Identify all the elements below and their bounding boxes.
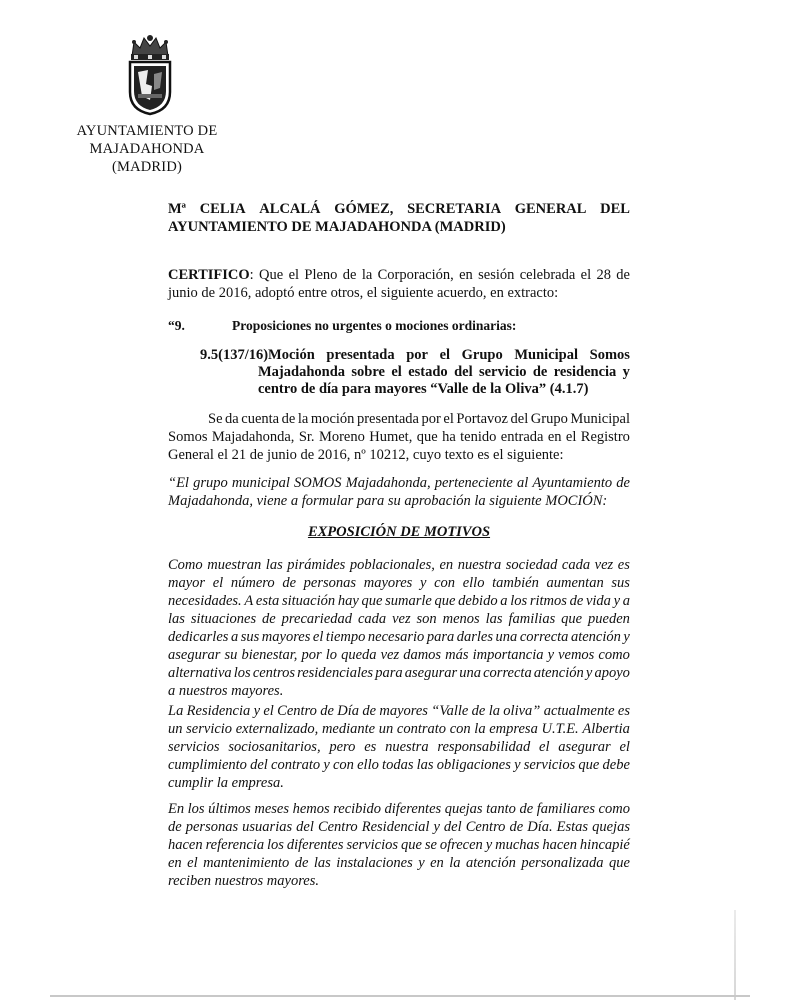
agenda-item-heading xyxy=(168,317,630,335)
paragraph-word: y xyxy=(253,703,261,719)
quote-word: Ayuntamiento xyxy=(532,475,613,491)
signer-line-2: AYUNTAMIENTO DE MAJADAHONDA (MADRID) xyxy=(168,219,506,235)
paragraph-word: ello xyxy=(462,575,485,591)
paragraph-word: mantenimiento xyxy=(203,855,290,871)
paragraph-word: ofrecen xyxy=(439,837,483,853)
paragraph-word: servicios xyxy=(168,739,220,755)
paragraph-word: residenciales xyxy=(297,665,374,681)
paragraph-line xyxy=(168,702,630,720)
paragraph-word: personalizada xyxy=(521,855,604,871)
paragraph-line xyxy=(168,610,630,628)
paragraph-word: atención xyxy=(570,629,621,645)
paragraph-word: los xyxy=(267,837,284,853)
paragraph-word: cada xyxy=(357,611,387,627)
paragraph-word: todas xyxy=(382,757,414,773)
paragraph-word: últimos xyxy=(208,801,251,817)
paragraph-word: situaciones xyxy=(190,611,257,627)
paragraph-word: empresa xyxy=(489,721,538,737)
intro-word: Majadahonda, xyxy=(211,429,295,445)
paragraph-word: tiempo xyxy=(325,629,366,645)
paragraph-word: con xyxy=(449,721,471,737)
intro-line-1 xyxy=(168,410,630,428)
paragraph-word: importancia xyxy=(472,647,544,663)
paragraph-word: de xyxy=(569,593,584,609)
organization-name xyxy=(68,122,226,176)
paragraph-word: quejas xyxy=(444,801,483,817)
paragraph-word: bienestar, xyxy=(241,647,298,663)
paragraph-word: “Valle xyxy=(431,703,469,719)
paragraph-word: es xyxy=(617,703,630,719)
intro-word: el xyxy=(565,429,577,445)
paragraph-word: atención xyxy=(533,665,584,681)
intro-word: que xyxy=(416,429,438,445)
agenda-item-title: Proposiciones no urgentes o mociones ordinarias: xyxy=(232,318,517,333)
paragraph-word: los xyxy=(233,665,251,681)
paragraph-word: queda xyxy=(341,647,377,663)
paragraph-word: hemos xyxy=(292,801,330,817)
paragraph-word: meses xyxy=(254,801,290,817)
paragraph-word: damos xyxy=(403,647,442,663)
motion-word: residencia xyxy=(553,364,617,380)
paragraph-word: A xyxy=(244,593,254,609)
paragraph-word: recibido xyxy=(333,801,381,817)
paragraph-word: del xyxy=(296,819,314,835)
motion-title-line-3: centro de día para mayores “Valle de la Oliva” (4.1.7) xyxy=(258,381,589,397)
paragraph-word: su xyxy=(224,647,238,663)
paragraph-word: aumentan xyxy=(546,575,604,591)
quote-word: SOMOS xyxy=(293,475,342,491)
paragraph-word: En xyxy=(168,801,185,817)
motion-word: presentada xyxy=(326,347,395,363)
paragraph-word: la xyxy=(449,855,461,871)
paragraph-word: para xyxy=(426,629,455,645)
paragraph-word: apoyo xyxy=(594,665,630,681)
motion-word: Municipal xyxy=(514,347,579,363)
intro-word: entrada xyxy=(500,429,544,445)
paragraph-word: nuestra xyxy=(385,739,429,755)
intro-word: Portavoz xyxy=(456,411,508,427)
paragraph-word: hay xyxy=(337,593,359,609)
paragraph-word: el xyxy=(539,739,550,755)
paragraph-line: a nuestros mayores. xyxy=(168,683,284,699)
paragraph-word: y xyxy=(418,855,425,871)
motion-word: el xyxy=(391,364,402,380)
paragraph-word: mayor xyxy=(168,575,206,591)
paragraph-word: servicio xyxy=(186,721,233,737)
paragraph-word: necesidades. xyxy=(168,593,242,609)
paragraph-word: vez xyxy=(594,557,614,573)
paragraph-word: y xyxy=(485,837,493,853)
paragraph-word: debido xyxy=(458,593,498,609)
org-line-3: (MADRID) xyxy=(111,159,183,175)
paragraph-line: reciben nuestros mayores. xyxy=(168,873,320,889)
paragraph-word: pirámides xyxy=(287,557,346,573)
motion-quote-intro xyxy=(168,474,630,510)
signer-word: CELIA xyxy=(199,201,246,217)
paragraph-word: contrato xyxy=(396,721,447,737)
intro-word: por xyxy=(421,411,441,427)
paragraph-word: menos xyxy=(442,611,480,627)
paragraph-line xyxy=(168,818,630,836)
paragraph-word: familiares xyxy=(536,801,595,817)
paragraph-word: precariedad xyxy=(281,611,353,627)
intro-word: ha xyxy=(442,429,456,445)
paragraph-word: darles xyxy=(456,629,494,645)
paragraph-word: referencia xyxy=(205,837,265,853)
paragraph-word: también xyxy=(492,575,539,591)
agenda-item-number: “9. xyxy=(168,318,185,333)
paragraph-word: que xyxy=(561,611,583,627)
paragraph-word: mayores xyxy=(363,575,413,591)
paragraph-word: vemos xyxy=(558,647,595,663)
intro-line-3: General el 21 de junio de 2016, nº 10212, cuyo texto es el siguiente: xyxy=(168,447,564,463)
paragraph-word: hacen xyxy=(168,837,203,853)
paragraph-word: las xyxy=(168,611,185,627)
paragraph-line xyxy=(168,854,630,872)
paragraph-word: del xyxy=(443,819,462,835)
paragraph-word: situación xyxy=(281,593,336,609)
intro-word: el xyxy=(443,411,454,427)
paragraph-line xyxy=(168,646,630,664)
motion-word: sobre xyxy=(351,364,385,380)
paragraph-word: de xyxy=(262,611,276,627)
paragraph-line xyxy=(168,592,630,610)
paragraph-word: el xyxy=(187,855,198,871)
certifico-label: CERTIFICO xyxy=(168,267,250,283)
quote-word: perteneciente xyxy=(434,475,513,491)
paragraph-word: Centro xyxy=(277,703,317,719)
paragraph-word: centros xyxy=(252,665,295,681)
paragraph-word: el xyxy=(212,575,224,591)
paragraph-word: las xyxy=(416,757,434,773)
signer-word: Mª xyxy=(168,201,187,217)
paragraph-word: cada xyxy=(561,557,591,573)
paragraph-3 xyxy=(168,800,630,890)
paragraph-word: vez xyxy=(380,647,400,663)
paragraph-word: alternativa xyxy=(168,665,232,681)
scan-edge-mark xyxy=(734,910,736,1000)
paragraph-word: y xyxy=(514,757,521,773)
paragraph-word: usuarias xyxy=(242,819,293,835)
org-line-2: MAJADAHONDA xyxy=(89,141,205,157)
paragraph-word: U.T.E. xyxy=(541,721,579,737)
signer-heading xyxy=(168,200,630,236)
paragraph-word: una xyxy=(459,665,481,681)
paragraph-word: las xyxy=(265,557,283,573)
intro-word: Se xyxy=(208,411,223,427)
paragraph-word: servicios xyxy=(523,757,576,773)
quote-word: municipal xyxy=(231,475,290,491)
paragraph-line xyxy=(168,556,630,574)
paragraph-word: y xyxy=(547,647,555,663)
paragraph-word: es xyxy=(364,739,377,755)
intro-word: en xyxy=(547,429,562,445)
intro-word: Registro xyxy=(580,429,630,445)
paragraph-word: la xyxy=(474,721,486,737)
motion-word: Majadahonda xyxy=(258,364,346,380)
paragraph-line xyxy=(168,574,630,592)
motion-word: el xyxy=(439,347,451,363)
intro-line-2 xyxy=(168,428,630,446)
paragraph-word: como xyxy=(598,801,630,817)
paragraph-word: los xyxy=(187,801,205,817)
paragraph-word: sociosanitarios, xyxy=(228,739,321,755)
paragraph-word: en xyxy=(168,855,182,871)
intro-paragraph xyxy=(168,410,630,464)
paragraph-word: con xyxy=(332,757,354,773)
motion-title-line-1 xyxy=(200,347,630,364)
paragraph-word: sus xyxy=(240,629,260,645)
paragraph-word: lo xyxy=(325,647,338,663)
intro-word: Moreno xyxy=(318,429,365,445)
paragraph-word: que xyxy=(361,593,383,609)
paragraph-line xyxy=(168,756,630,774)
paragraph-word: debe xyxy=(602,757,630,773)
certifico-text: : Que el Pleno de la Corporación, en sesión celebrada el 28 de junio de 2016, adoptó entre otros, el siguiente acuerdo, en extracto: xyxy=(168,267,630,301)
paragraph-word: de xyxy=(294,855,309,871)
motion-word: Somos xyxy=(589,347,630,363)
signer-word: ALCALÁ xyxy=(259,201,321,217)
paragraph-word: una xyxy=(495,629,518,645)
paragraph-word: tanto xyxy=(486,801,516,817)
motion-word: y xyxy=(622,364,630,380)
paragraph-word: en xyxy=(439,557,454,573)
paragraph-word: necesario xyxy=(367,629,425,645)
intro-word: da xyxy=(225,411,239,427)
paragraph-line: cumplir la empresa. xyxy=(168,775,284,791)
paragraph-word: a xyxy=(230,629,239,645)
paragraph-word: mayores xyxy=(379,703,428,719)
intro-word: de xyxy=(281,411,296,427)
scan-bottom-edge xyxy=(50,995,750,997)
intro-word: Sr. xyxy=(298,429,315,445)
paragraph-word: Día xyxy=(337,703,360,719)
paragraph-word: se xyxy=(424,837,437,853)
quote-word: de xyxy=(616,475,630,491)
paragraph-word: número xyxy=(230,575,275,591)
paragraph-word: a xyxy=(622,593,630,609)
paragraph-word: mediante xyxy=(321,721,376,737)
paragraph-word: Estas xyxy=(556,819,589,835)
paragraph-word: Centro xyxy=(465,819,506,835)
paragraph-word: cumplimiento xyxy=(168,757,247,773)
paragraph-line xyxy=(168,836,630,854)
paragraph-word: a xyxy=(500,593,508,609)
paragraph-word: pero xyxy=(329,739,356,755)
paragraph-word: esta xyxy=(255,593,280,609)
paragraph-word: obligaciones xyxy=(436,757,511,773)
motion-word: 9.5(137/16)Moción xyxy=(200,347,315,363)
paragraph-word: y xyxy=(433,819,440,835)
paragraph-word: asegurar xyxy=(558,739,611,755)
paragraph-word: y xyxy=(323,757,330,773)
paragraph-word: atención xyxy=(465,855,516,871)
quote-word: “El xyxy=(168,475,189,491)
paragraph-word: quejas xyxy=(592,819,630,835)
intro-word: la xyxy=(297,411,309,427)
paragraph-word: y xyxy=(419,575,427,591)
paragraph-word: para xyxy=(375,665,403,681)
paragraph-word: correcta xyxy=(519,629,569,645)
paragraph-word: servicios xyxy=(346,837,398,853)
paragraph-word: La xyxy=(168,703,184,719)
motion-title xyxy=(200,347,630,398)
paragraph-word: de xyxy=(362,703,377,719)
paragraph-word: que xyxy=(608,855,630,871)
intro-word: cuenta xyxy=(241,411,280,427)
paragraph-word: Residencial xyxy=(361,819,430,835)
paragraph-word: con xyxy=(434,575,456,591)
signer-line-1 xyxy=(168,200,630,218)
paragraph-line xyxy=(168,738,630,756)
paragraph-word: poblacionales, xyxy=(349,557,435,573)
paragraph-word: el xyxy=(312,629,324,645)
paragraph-word: externalizado, xyxy=(235,721,319,737)
paragraph-word: más xyxy=(445,647,469,663)
motion-word: Grupo xyxy=(461,347,503,363)
motion-word: estado xyxy=(408,364,448,380)
paragraph-word: mayores xyxy=(261,629,311,645)
paragraph-word: Residencia xyxy=(186,703,251,719)
paragraph-line xyxy=(168,720,630,738)
paragraph-word: que xyxy=(400,837,422,853)
coat-of-arms-icon xyxy=(124,34,176,116)
org-line-1: AYUNTAMIENTO DE xyxy=(76,123,218,139)
paragraph-word: los xyxy=(510,593,528,609)
paragraph-word: un xyxy=(378,721,394,737)
paragraph-word: Día. xyxy=(527,819,553,835)
motion-title-line-2 xyxy=(200,364,630,381)
paragraph-word: sociedad xyxy=(505,557,558,573)
paragraph-word: muestran xyxy=(207,557,262,573)
paragraph-word: del xyxy=(250,757,268,773)
paragraph-word: y xyxy=(613,593,621,609)
paragraph-word: la xyxy=(488,703,500,719)
quote-word: al xyxy=(516,475,529,491)
paragraph-word: de xyxy=(519,801,534,817)
paragraph-word: el xyxy=(263,703,274,719)
paragraph-word: en xyxy=(430,855,444,871)
paragraph-word: son xyxy=(416,611,437,627)
paragraph-word: personas xyxy=(185,819,239,835)
intro-word: Municipal xyxy=(570,411,630,427)
paragraph-word: de xyxy=(168,819,182,835)
signer-word: GENERAL xyxy=(514,201,587,217)
paragraph-word: instalaciones xyxy=(336,855,413,871)
quote-intro-line-1 xyxy=(168,474,630,492)
paragraph-word: como xyxy=(598,647,630,663)
paragraph-word: y xyxy=(623,629,630,645)
paragraph-word: sumarle xyxy=(385,593,432,609)
paragraph-word: dedicarles xyxy=(168,629,229,645)
paragraph-word: las xyxy=(313,855,331,871)
quote-word: Majadahonda, xyxy=(345,475,431,491)
paragraph-line xyxy=(168,664,630,682)
paragraph-word: que xyxy=(578,757,600,773)
paragraph-word: un xyxy=(168,721,183,737)
paragraph-word: de xyxy=(509,819,524,835)
paragraph-line xyxy=(168,800,630,818)
paragraph-word: es xyxy=(617,557,630,573)
paragraph-word: Como xyxy=(168,557,203,573)
intro-word: presentada xyxy=(356,411,419,427)
paragraph-word: responsabilidad xyxy=(437,739,531,755)
paragraph-word: hincapié xyxy=(579,837,630,853)
certification-paragraph xyxy=(168,266,630,302)
paragraph-word: vez xyxy=(392,611,411,627)
paragraph-word: pueden xyxy=(588,611,630,627)
signer-word: SECRETARIA xyxy=(407,201,502,217)
quote-intro-line-2: Majadahonda, viene a formular para su aprobación la siguiente MOCIÓN: xyxy=(168,493,608,509)
paragraph-word: vida xyxy=(585,593,611,609)
signer-word: GÓMEZ, xyxy=(334,201,394,217)
paragraph-word: personas xyxy=(303,575,357,591)
paragraph-word: de xyxy=(320,703,334,719)
paragraph-word: ello xyxy=(357,757,379,773)
paragraph-word: contrato xyxy=(271,757,321,773)
intro-word: Somos xyxy=(168,429,208,445)
paragraph-word: nuestra xyxy=(457,557,502,573)
paragraph-word: diferentes xyxy=(384,801,442,817)
section-heading: EXPOSICIÓN DE MOTIVOS xyxy=(307,524,491,540)
paragraph-word: las xyxy=(485,611,503,627)
paragraph-line xyxy=(168,628,630,646)
paragraph-word: el xyxy=(619,739,630,755)
quote-word: grupo xyxy=(193,475,228,491)
paragraph-word: familias xyxy=(508,611,556,627)
signer-word: DEL xyxy=(600,201,630,217)
paragraph-2 xyxy=(168,702,630,792)
paragraph-word: de xyxy=(471,703,486,719)
paragraph-word: correcta xyxy=(483,665,532,681)
paragraph-word: muchas xyxy=(495,837,540,853)
paragraph-word: y xyxy=(585,665,593,681)
intro-word: Grupo xyxy=(530,411,568,427)
motion-word: de xyxy=(532,364,548,380)
paragraph-1 xyxy=(168,556,630,700)
paragraph-word: asegurar xyxy=(404,665,458,681)
paragraph-word: Albertia xyxy=(582,721,630,737)
paragraph-word: ritmos xyxy=(529,593,567,609)
intro-word: tenido xyxy=(460,429,497,445)
motion-word: del xyxy=(454,364,473,380)
paragraph-word: sus xyxy=(611,575,630,591)
intro-word: Humet, xyxy=(369,429,413,445)
intro-word: moción xyxy=(310,411,355,427)
paragraph-word: hacen xyxy=(542,837,577,853)
paragraph-word: por xyxy=(301,647,322,663)
paragraph-word: que xyxy=(434,593,456,609)
motion-word: por xyxy=(406,347,428,363)
paragraph-word: asegurar xyxy=(168,647,221,663)
paragraph-word: actualmente xyxy=(543,703,615,719)
paragraph-word: Centro xyxy=(317,819,358,835)
paragraph-word: de xyxy=(282,575,296,591)
motion-word: servicio xyxy=(478,364,527,380)
paragraph-word: oliva” xyxy=(503,703,541,719)
paragraph-word: diferentes xyxy=(286,837,344,853)
intro-word: del xyxy=(510,411,529,427)
